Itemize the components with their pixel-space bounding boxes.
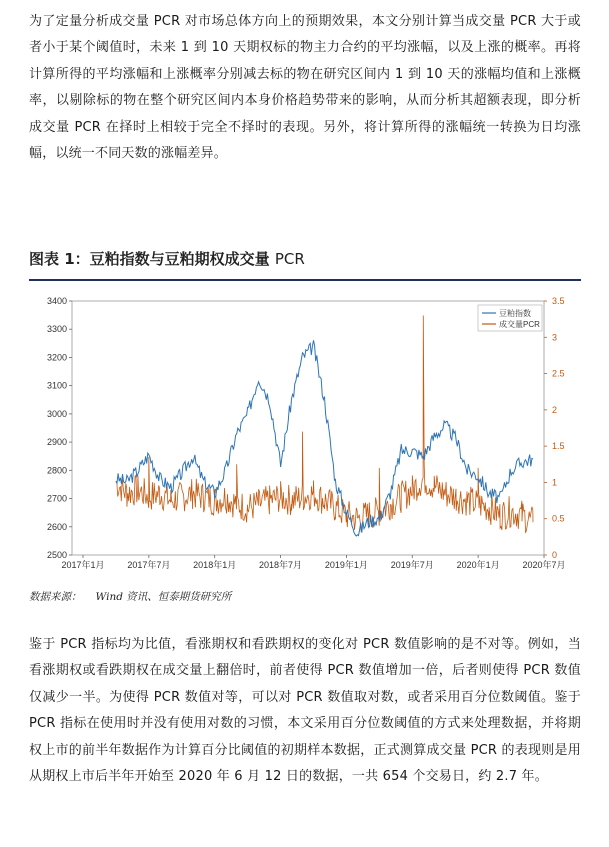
figure-title: [29, 248, 305, 269]
y-left-tick-label: 3200: [46, 352, 67, 363]
y-right-tick-label: 0.5: [552, 513, 565, 524]
y-right-tick-label: 3: [552, 332, 558, 343]
figure-title-tail: PCR: [274, 250, 305, 268]
legend-label: 豆粕指数: [499, 309, 531, 318]
source-text: Wind 资讯、恒泰期货研究所: [95, 591, 232, 603]
y-left-tick-label: 3100: [46, 380, 67, 391]
y-right-tick-label: 2: [552, 404, 558, 415]
plot-frame: [72, 301, 544, 555]
legend-label: 成交量PCR: [499, 320, 540, 329]
y-left-tick-label: 2600: [46, 521, 67, 532]
intro-paragraph: 为了定量分析成交量 PCR 对市场总体方向上的预期效果，本文分别计算当成交量 PCR 大于或者小于某个阈值时，未来 1 到 10 天期权标的物主力合约的平均涨幅，以及上涨的概率。再将计算所得的平均涨幅和上涨概率分别减去标的物在研究区间内 1 到 10 天的涨幅均值和上涨概率，以剔除标的物在整个研究区间内本身价格趋势带来的影响，从而分析其超额表现，即分析成交量 PCR 在择时上相较于完全不择时的表现。另外，将计算所得的涨幅统一转换为日均涨幅，以统一不同天数的涨幅差异。: [29, 14, 581, 162]
y-right-tick-label: 2.5: [552, 368, 565, 379]
y-left-tick-label: 2700: [46, 493, 67, 504]
y-right-tick-label: 0: [552, 550, 558, 560]
y-right-tick-label: 3.5: [552, 296, 565, 306]
y-left-tick-label: 2800: [46, 465, 67, 476]
x-tick-label: 2017年7月: [127, 560, 171, 570]
x-tick-label: 2018年7月: [259, 560, 303, 570]
line-chart: [38, 285, 584, 585]
y-left-tick-label: 2900: [46, 437, 67, 448]
x-tick-label: 2020年1月: [456, 560, 500, 570]
x-tick-label: 2020年7月: [522, 560, 566, 570]
y-right-tick-label: 1.5: [552, 441, 565, 452]
x-tick-label: 2019年1月: [324, 560, 368, 570]
x-tick-label: 2019年7月: [390, 560, 434, 570]
source-label: 数据来源：: [29, 591, 82, 603]
y-left-tick-label: 3400: [46, 296, 67, 306]
x-tick-label: 2018年1月: [193, 560, 237, 570]
y-left-tick-label: 3000: [46, 408, 67, 419]
y-right-tick-label: 1: [552, 477, 558, 488]
figure-source: [29, 589, 231, 604]
y-left-tick-label: 2500: [46, 550, 67, 560]
x-tick-label: 2017年1月: [61, 560, 105, 570]
method-paragraph: 鉴于 PCR 指标均为比值，看涨期权和看跌期权的变化对 PCR 数值影响的是不对等。例如，当看涨期权或看跌期权在成交量上翻倍时，前者使得 PCR 数值增加一倍，后者则使得 PCR 数值仅减少一半。为使得 PCR 数值对等，可以对 PCR 数值取对数，或者采用百分位数阈值。鉴于 PCR 指标在使用时并没有使用对数的习惯，本文采用百分位数阈值的方式来处理数据，并将期权上市的前半年数据作为计算百分比阈值的初期样本数据，正式测算成交量 PCR 的表现则是用从期权上市后半年开始至 2020 年 6 月 12 日的数据，一共 654 个交易日，约 2.7 年。: [29, 637, 581, 785]
y-left-tick-label: 3300: [46, 324, 67, 335]
figure-title-text: 图表 1：豆粕指数与豆粕期权成交量: [29, 250, 275, 268]
title-rule: [29, 279, 581, 281]
